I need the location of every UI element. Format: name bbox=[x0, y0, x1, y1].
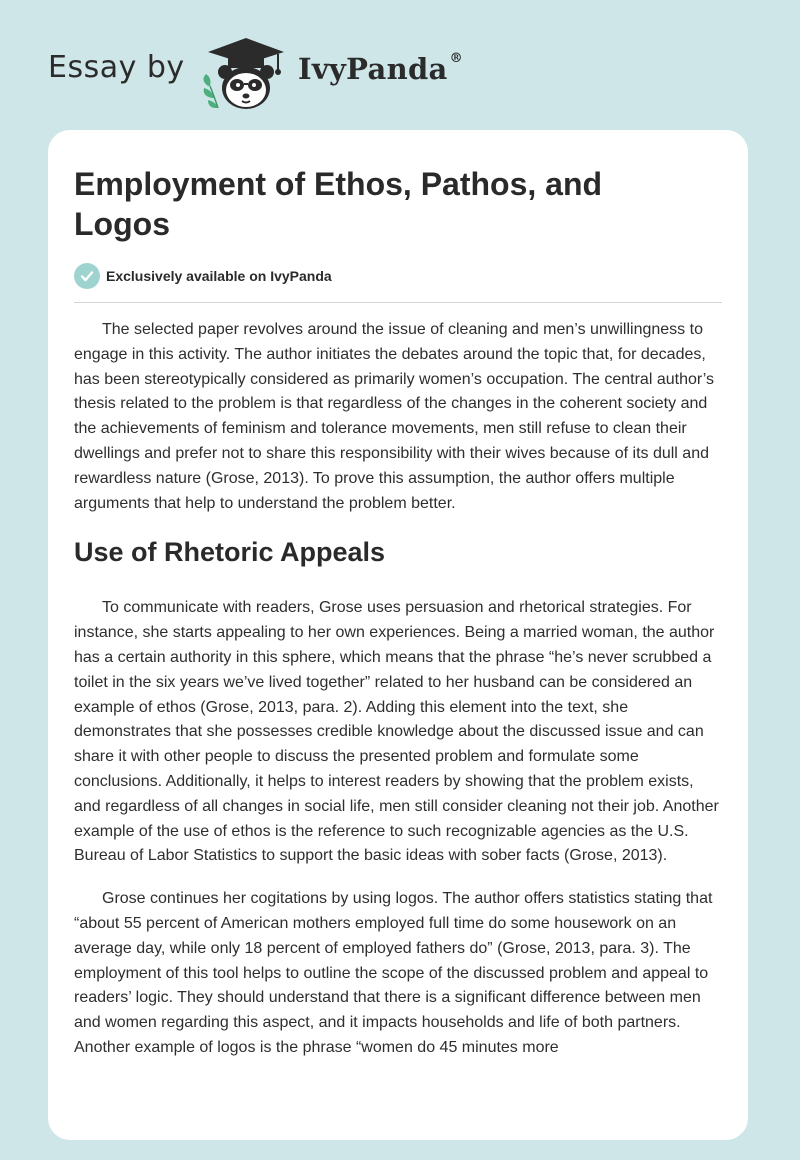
site-header bbox=[48, 28, 748, 118]
panda-graduate-icon bbox=[198, 34, 294, 114]
paragraph-ethos: To communicate with readers, Grose uses persuasion and rhetorical strategies. For instance, she starts appealing to her own experiences. Being a married woman, the author has a certain authority in this sphere, which means that the phrase “he’s never scrubbed a toilet in the six years we’ve lived together” related to her husband can be considered an example of ethos (Grose, 2013, para. 2). Adding this element into the text, she demonstrates that she possesses credible knowledge about the discussed issue and can share it with other people to discuss the presented problem and formulate some conclusions. Additionally, it helps to interest readers by showing that the problem exists, and regardless of all changes in social life, men still consider cleaning not their job. Another example of the use of ethos is the reference to such recognizable agencies as the U.S. Bureau of Labor Statistics to support the basic ideas with sober facts (Grose, 2013). bbox=[74, 599, 719, 865]
exclusive-label: Exclusively available on IvyPanda bbox=[106, 268, 332, 284]
paragraph-logos: Grose continues her cogitations by using logos. The author offers statistics stating that “about 55 percent of American mothers employed full time do some housework on an average day, while only 18 percent of employed fathers do” (Grose, 2013, para. 3). The employment of this tool helps to outline the scope of the discussed problem and appeal to readers’ logic. They should understand that there is a significant difference between men and women regarding this aspect, and it impacts households and life of both partners. Another example of logos is the phrase “women do 45 minutes more bbox=[74, 890, 713, 1056]
divider bbox=[74, 302, 722, 303]
essay-card bbox=[48, 130, 748, 1140]
brand-name[interactable]: IvyPanda ® bbox=[298, 51, 463, 86]
essay-body bbox=[74, 318, 724, 1079]
paragraph-intro: The selected paper revolves around the issue of cleaning and men’s unwillingness to engage in this activity. The author initiates the debates around the topic that, for decades, has been stereotypically considered as primarily women’s occupation. The central author’s thesis related to the problem is that regardless of the changes in the coherent society and the achievements of feminism and tolerance movements, men still refuse to clean their dwellings and prefer not to share this responsibility with their wives because of its dull and rewardless nature (Grose, 2013). To prove this assumption, the author offers multiple arguments that help to understand the problem better. bbox=[74, 321, 715, 512]
page-title: Employment of Ethos, Pathos, and Logos bbox=[74, 166, 603, 242]
registered-mark: ® bbox=[449, 51, 463, 67]
panda-logo-icon[interactable] bbox=[198, 34, 294, 114]
exclusive-badge bbox=[74, 262, 332, 290]
check-icon bbox=[74, 263, 100, 289]
essay-by-label: Essay by bbox=[48, 50, 185, 85]
section-heading: Use of Rhetoric Appeals bbox=[74, 537, 386, 568]
